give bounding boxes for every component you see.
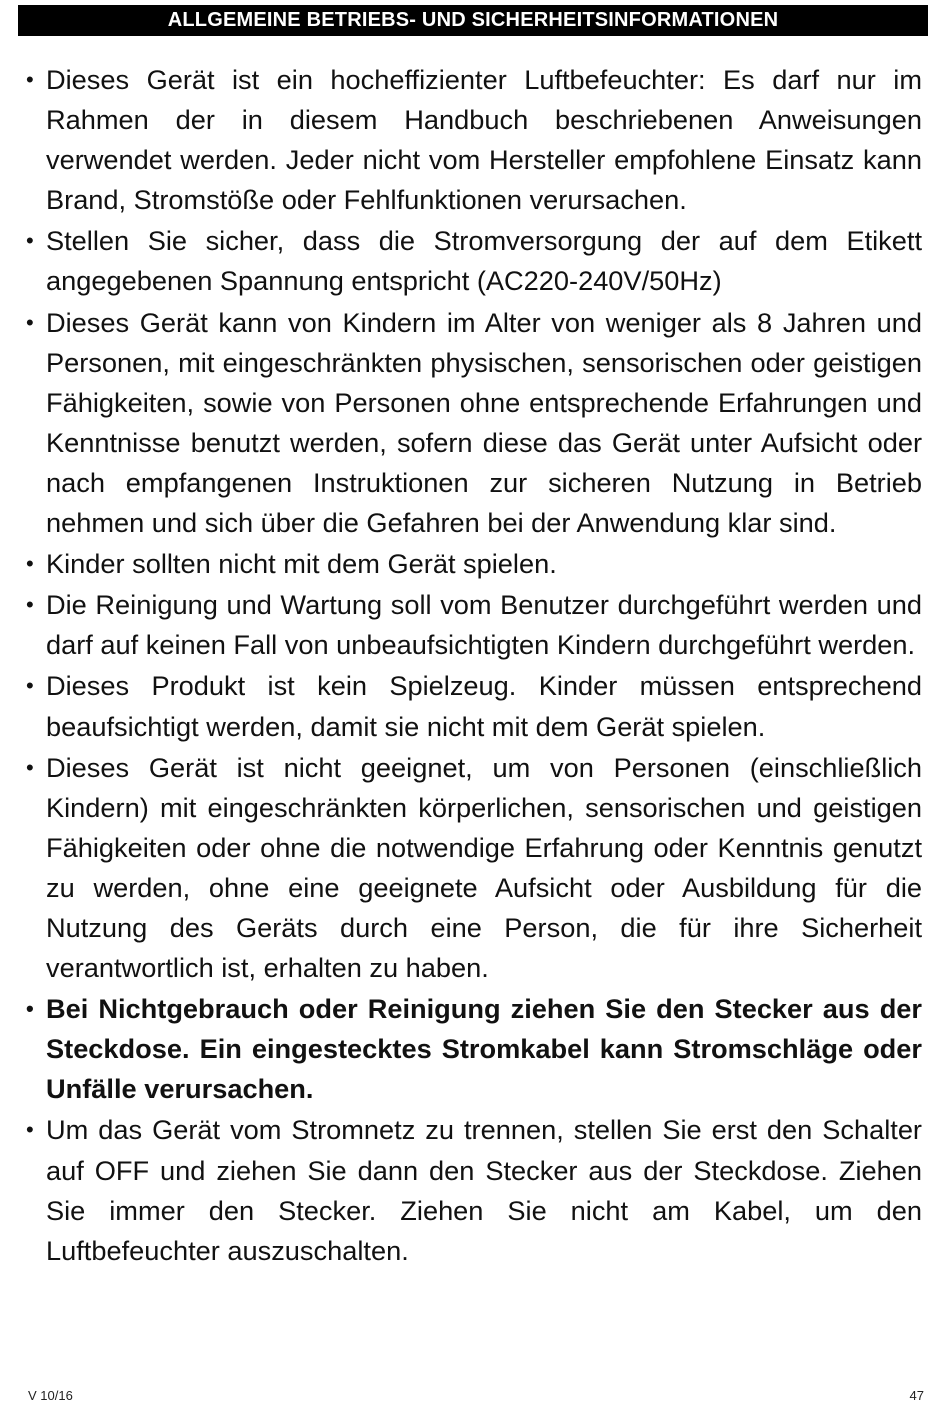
bullet-icon: • [26,1117,34,1143]
list-item-warning [26,989,922,1109]
safety-information-list [26,60,922,1272]
bullet-icon: • [26,67,34,92]
list-item-text: Kinder sollten nicht mit dem Gerät spielen. [46,548,557,580]
section-title-bar: ALLGEMEINE BETRIEBS- UND SICHERHEITSINFORMATIONEN [18,5,928,36]
bullet-icon: • [26,754,34,780]
bullet-icon: • [26,592,34,618]
list-item [26,748,922,989]
list-item-text: Dieses Gerät ist nicht geeignet, um von Personen (einschließlich Kindern) mit eingeschränkten körperlichen, sensorischen und geistigen Fähigkeiten oder ohne die notwendige Erfahrung oder Kenntnis genutzt zu werden, ohne eine geeignete Aufsicht oder Ausbildung für die Nutzung des Geräts durch eine Person, die für ihre Sicherheit verantwortlich ist, erhalten zu haben. [46,751,922,984]
list-item-text: Dieses Gerät kann von Kindern im Alter von weniger als 8 Jahren und Personen, mit eingeschränkten physischen, sensorischen oder geistigen Fähigkeiten, sowie von Personen ohne entsprechende Erfahrungen und Kenntnisse benutzt werden, sofern diese das Gerät unter Aufsicht oder nach empfangenen Instruktionen zur sicheren Nutzung in Betrieb nehmen und sich über die Gefahren bei der Anwendung klar sind. [46,306,922,539]
list-item-text: Die Reinigung und Wartung soll vom Benutzer durchgeführt werden und darf auf keinen Fall von unbeaufsichtigten Kindern durchgeführt werden. [46,589,922,661]
list-item [26,544,922,584]
list-item [26,303,922,544]
bullet-icon: • [26,996,34,1022]
list-item [26,221,922,301]
bullet-icon: • [26,673,34,699]
list-item-text: Um das Gerät vom Stromnetz zu trennen, stellen Sie erst den Schalter auf OFF und ziehen Sie dann den Stecker aus der Steckdose. Ziehen Sie immer den Stecker. Ziehen Sie nicht am Kabel, um den Luftbefeuchter auszuschalten. [46,1114,922,1266]
list-item-text: Bei Nichtgebrauch oder Reinigung ziehen Sie den Stecker aus der Steckdose. Ein eingestecktes Stromkabel kann Stromschläge oder Unfälle verursachen. [46,993,922,1105]
list-item-text: Dieses Produkt ist kein Spielzeug. Kinder müssen entsprechend beaufsichtigt werden, damit sie nicht mit dem Gerät spielen. [46,670,922,742]
list-item-text: Dieses Gerät ist ein hocheffizienter Luftbefeuchter: Es darf nur im Rahmen der in diesem Handbuch beschriebenen Anweisungen verwendet werden. Jeder nicht vom Hersteller empfohlene Einsatz kann Brand, Stromstöße oder Fehlfunktionen verursachen. [46,64,922,216]
version-label: V 10/16 [28,1388,73,1403]
list-item-text: Stellen Sie sicher, dass die Stromversorgung der auf dem Etikett angegebenen Spannung entspricht (AC220-240V/50Hz) [46,225,922,297]
list-item [26,1110,922,1270]
bullet-icon: • [26,309,34,335]
bullet-icon: • [26,551,34,577]
page-number: 47 [909,1388,924,1403]
list-item [26,60,922,220]
bullet-icon: • [26,228,34,254]
list-item [26,666,922,746]
list-item [26,585,922,665]
